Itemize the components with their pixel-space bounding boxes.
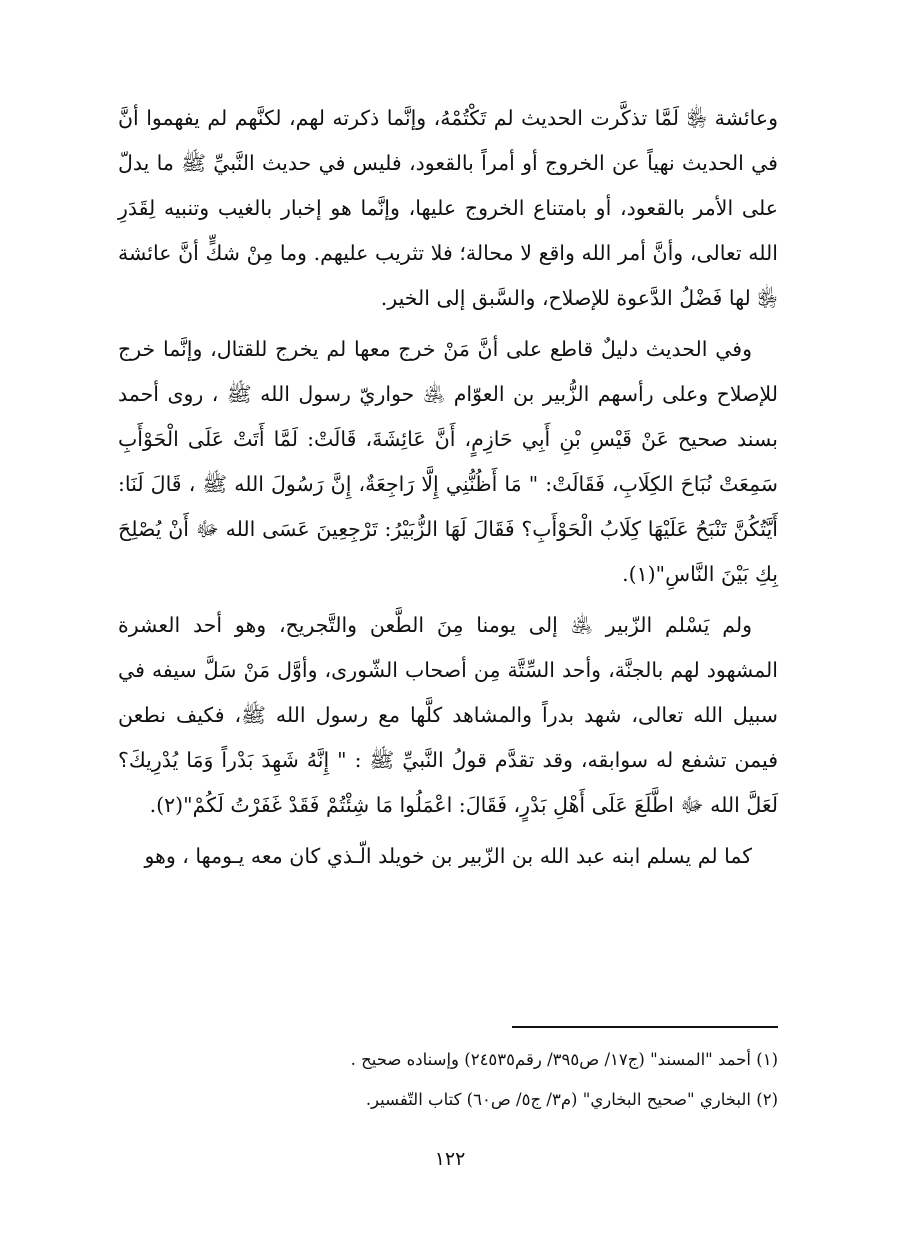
footnotes: [118, 1040, 778, 1120]
paragraph-2: وفي الحديث دليلٌ قاطع على أنَّ مَنْ خرج معها لم يخرج للقتال، وإنَّما خرج للإصلاح وعلى رأسهم الزُّبير بن العوّام ﵁ حواريّ رسول الله ﷺ ، روى أحمد بسند صحيح عَنْ قَيْسِ بْنِ أَبِي حَازِمٍ، أَنَّ عَائِشَةَ، قَالَتْ: لَمَّا أَتَتْ عَلَى الْحَوْأَبِ سَمِعَتْ نُبَاحَ الكِلَابِ، فَقَالَتْ: " مَا أَظُنُّنِي إِلَّا رَاجِعَةٌ، إِنَّ رَسُولَ الله ﷺ ، قَالَ لَنَا: أَيَّتُكُنَّ تَنْبَحُ عَلَيْهَا كِلَابُ الْحَوْأَبِ؟ فَقَالَ لَهَا الزُّبَيْرُ: تَرْجِعِينَ عَسَى الله ﷻ أَنْ يُصْلِحَ بِكِ بَيْنَ النَّاسِ"(١).: [118, 337, 778, 586]
paragraph-4: كما لم يسلم ابنه عبد الله بن الزّبير بن خويلد الّـذي كان معه يـومها ، وهو: [144, 844, 752, 868]
footnote-1: (١) أحمد "المسند" (ج١٧/ ص٣٩٥/ رقم٢٤٥٣٥) وإسناده صحيح .: [350, 1050, 778, 1069]
paragraph-3: ولم يَسْلم الزّبير ﵁ إلى يومنا مِنَ الطَّعن والتَّجريح، وهو أحد العشرة المشهود لهم بالجنَّة، وأحد السِّتَّة مِن أصحاب الشّورى، وأوَّل مَنْ سَلَّ سيفه في سبيل الله تعالى، شهد بدراً والمشاهد كلَّها مع رسول الله ﷺ، فكيف نطعن فيمن تشفع له سوابقه، وقد تقدَّم قولُ النَّبيِّ ﷺ : " إِنَّهُ شَهِدَ بَدْراً وَمَا يُدْرِيكَ؟ لَعَلَّ الله ﷻ اطَّلَعَ عَلَى أَهْلِ بَدْرٍ، فَقَالَ: اعْمَلُوا مَا شِئْتُمْ فَقَدْ غَفَرْتُ لَكُمْ"(٢).: [118, 613, 778, 817]
footnote-2: (٢) البخاري "صحيح البخاري" (م٣/ ج٥/ ص٦٠) كتاب التّفسير.: [365, 1090, 778, 1109]
footnote-separator: [512, 1026, 778, 1028]
page-number: ١٢٢: [434, 1148, 466, 1170]
paragraph-1: وعائشة ﵂ لَمَّا تذكَّرت الحديث لم تَكْتُمْهُ، وإنَّما ذكرته لهم، لكنَّهم لم يفهموا أنَّ في الحديث نهياً عن الخروج أو أمراً بالقعود، فليس في حديث النَّبيِّ ﷺ ما يدلّ على الأمر بالقعود، أو بامتناع الخروج عليها، وإنَّما هو إخبار بالغيب وتنبيه لِقَدَرِ الله تعالى، وأنَّ أمر الله واقع لا محالة؛ فلا تثريب عليهم. وما مِنْ شكٍّ أنَّ عائشة ﵂ لها فَضْلُ الدَّعوة للإصلاح، والسَّبق إلى الخير.: [118, 106, 778, 310]
main-text: [118, 96, 778, 879]
